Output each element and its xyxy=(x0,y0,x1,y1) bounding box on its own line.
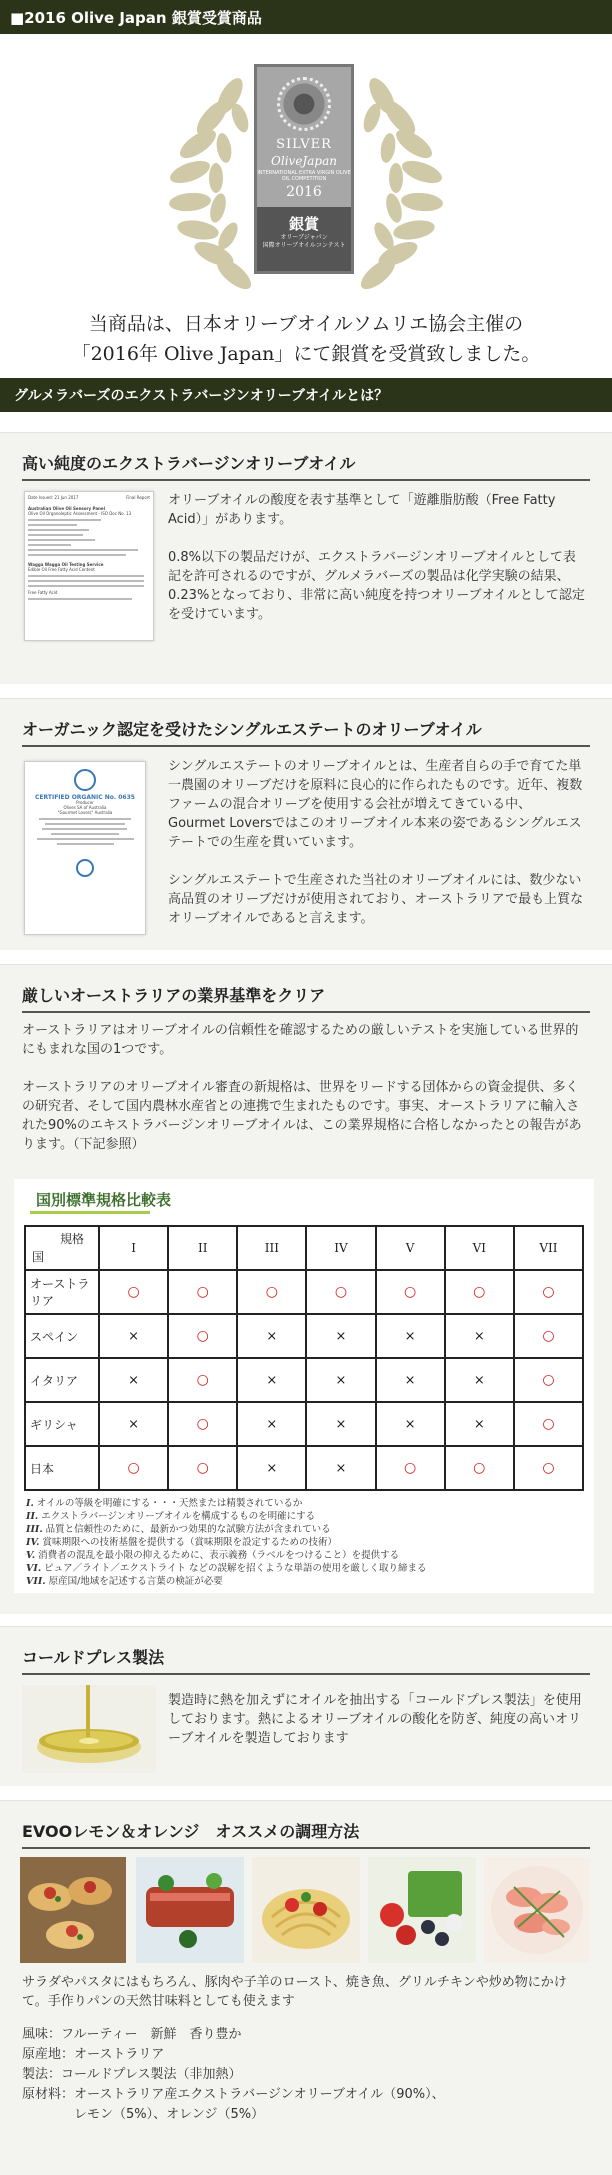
table-cell xyxy=(514,1270,583,1314)
note-item xyxy=(26,1510,427,1523)
badge-sub2: 国際オリーブオイルコンテスト xyxy=(262,242,346,249)
silver-medal-badge xyxy=(254,64,354,274)
pass-mark: ○ xyxy=(473,1284,486,1300)
note-text: 賞味期限への技術基盤を提供する（賞味期限を設定するための技術） xyxy=(42,1537,338,1548)
corner-country-label: 国 xyxy=(32,1250,45,1264)
table-cell xyxy=(237,1270,306,1314)
column-header-2: II xyxy=(168,1226,237,1270)
coldpress-section xyxy=(0,1626,612,1786)
column-header-7: VII xyxy=(514,1226,583,1270)
award-header-bar xyxy=(0,0,612,34)
recipe-title: EVOOレモン＆オレンジ オススメの調理方法 xyxy=(22,1822,360,1841)
food-photo-carpaccio xyxy=(484,1857,590,1963)
fail-mark: × xyxy=(128,1416,140,1432)
note-number: IV. xyxy=(26,1537,40,1548)
pass-mark: ○ xyxy=(196,1284,209,1300)
fail-mark: × xyxy=(404,1416,416,1432)
note-text: ピュア／ライト／エクストライト などの誤解を招くような単語の使用を厳しく取り締まる xyxy=(44,1563,427,1574)
table-cell xyxy=(168,1446,237,1490)
organic-certificate-image xyxy=(24,761,146,935)
spec-line: レモン（5%）、オレンジ（5%） xyxy=(22,2107,265,2122)
fail-mark: × xyxy=(128,1372,140,1388)
standards-notes xyxy=(26,1497,427,1588)
table-cell xyxy=(168,1402,237,1446)
spec-line: 風味：フルーティー 新鮮 香り豊か xyxy=(22,2027,242,2042)
note-text: 消費者の混乱を最小限の抑えるために、表示義務（ラベルをつけること）を提供する xyxy=(38,1550,400,1561)
note-text: 原産国/地域を記述する言葉の検証が必要 xyxy=(48,1576,223,1587)
pass-mark: ○ xyxy=(404,1460,417,1476)
intro-bar-text: グルメラバーズのエクストラバージンオリーブオイルとは？ xyxy=(14,388,389,404)
cert-name: "Gourmet Lovers" Australia xyxy=(57,810,113,815)
badge-sub1: オリーブジャパン xyxy=(280,234,328,241)
recipe-section xyxy=(0,1800,612,2175)
coldpress-title: コールドプレス製法 xyxy=(22,1648,165,1667)
column-header-3: III xyxy=(237,1226,306,1270)
olive-tree-icon xyxy=(277,77,331,131)
doc-lab-sub: Edible Oil Free Fatty Acid Content xyxy=(28,567,95,572)
purity-p2: 0.8%以下の製品だけが、エクストラバージンオリーブオイルとして表記を許可されるのですが、グルメラバーズの製品は化学実験の結果、0.23%となっており、非常に高い純度を持つオリーブオイルとして認定を受けています。 xyxy=(168,550,585,622)
row-country: オーストラリア xyxy=(25,1270,99,1314)
coldpress-p1: 製造時に熱を加えずにオイルを抽出する「コールドプレス製法」を使用しております。熱によるオリーブオイルの酸化を防ぎ、純度の高いオリーブオイルを製造しております xyxy=(168,1693,582,1746)
note-number: II. xyxy=(26,1511,39,1522)
badge-year: 2016 xyxy=(286,184,322,200)
pass-mark: ○ xyxy=(196,1416,209,1432)
purity-title: 高い純度のエクストラバージンオリーブオイル xyxy=(22,454,356,473)
fail-mark: × xyxy=(473,1328,485,1344)
organic-text xyxy=(168,757,588,928)
doc-lab: Wagga Wagga Oil Testing Service xyxy=(28,562,104,567)
fail-mark: × xyxy=(266,1460,278,1476)
spec-line: 原材料：オーストラリア産エクストラバージンオリーブオイル（90%）、 xyxy=(22,2087,445,2102)
fail-mark: × xyxy=(128,1328,140,1344)
pass-mark: ○ xyxy=(196,1372,209,1388)
table-row xyxy=(25,1402,583,1446)
badge-gin: 銀賞 xyxy=(288,215,319,233)
table-row xyxy=(25,1446,583,1490)
food-photo-pasta xyxy=(252,1857,360,1963)
organic-p1: シングルエステートのオリーブオイルとは、生産者自らの手で育てた単一農園のオリーブだけを原料に良心的に作られたものです。近年、複数ファームの混合オリーブを使用する会社が増えてきている中、Gourmet Loversではこのオリーブオイル本来の姿であるシングルエステートでの生産を貫いています。 xyxy=(168,759,583,850)
table-corner xyxy=(25,1226,99,1270)
doc-date: Date Issued: 21 Jun 2017 xyxy=(28,495,79,500)
note-item xyxy=(26,1497,427,1510)
table-cell xyxy=(306,1446,375,1490)
award-header-text: ■2016 Olive Japan 銀賞受賞商品 xyxy=(10,9,262,27)
standard-p1: オーストラリアはオリーブオイルの信頼性を確認するための厳しいテストを実施している世界的にもまれな国の1つです。 xyxy=(22,1023,579,1057)
fail-mark: × xyxy=(266,1328,278,1344)
note-number: VII. xyxy=(26,1576,46,1587)
pass-mark: ○ xyxy=(542,1372,555,1388)
pass-mark: ○ xyxy=(542,1460,555,1476)
purity-section xyxy=(0,432,612,684)
table-cell xyxy=(376,1446,445,1490)
column-header-5: V xyxy=(376,1226,445,1270)
table-cell xyxy=(168,1358,237,1402)
note-text: オイルの等級を明確にする・・・天然または精製されているか xyxy=(36,1498,303,1509)
note-number: V. xyxy=(26,1550,36,1561)
row-country: イタリア xyxy=(25,1358,99,1402)
note-text: 品質と信頼性のために、最新かつ効果的な試験方法が含まれている xyxy=(45,1524,331,1535)
table-cell xyxy=(376,1270,445,1314)
table-cell xyxy=(237,1446,306,1490)
table-row xyxy=(25,1314,583,1358)
table-cell xyxy=(99,1358,168,1402)
organic-section xyxy=(0,698,612,950)
badge-small-text: INTERNATIONAL EXTRA VIRGIN OLIVE OIL COMPETITION xyxy=(257,170,351,182)
column-header-1: I xyxy=(99,1226,168,1270)
recipe-text xyxy=(22,1973,590,2011)
spec-line: 製法：コールドプレス製法（非加熱） xyxy=(22,2067,242,2082)
intro-bar xyxy=(0,378,612,412)
standard-rule xyxy=(22,1011,590,1013)
fail-mark: × xyxy=(404,1328,416,1344)
row-country: スペイン xyxy=(25,1314,99,1358)
table-cell xyxy=(376,1358,445,1402)
cert-farm: Olives SA of Australia xyxy=(63,805,107,810)
organic-title: オーガニック認定を受けたシングルエステートのオリーブオイル xyxy=(22,720,482,739)
recipe-p1: サラダやパスタにはもちろん、豚肉や子羊のロースト、焼き魚、グリルチキンや炒め物にかけて。手作りパンの天然甘味料としても使えます xyxy=(22,1975,567,2009)
ffa-report-image xyxy=(24,491,154,641)
pass-mark: ○ xyxy=(542,1328,555,1344)
standards-table xyxy=(24,1225,584,1491)
certificate-seal-icon xyxy=(74,769,96,791)
doc-sub: Olive Oil Organoleptic Assessment - ISO Doc No. 13 xyxy=(28,511,132,516)
note-item xyxy=(26,1523,427,1536)
standard-title: 厳しいオーストラリアの業界基準をクリア xyxy=(22,986,326,1005)
coldpress-rule xyxy=(22,1673,590,1675)
table-row xyxy=(25,1270,583,1314)
table-cell xyxy=(99,1446,168,1490)
pass-mark: ○ xyxy=(404,1284,417,1300)
table-cell xyxy=(445,1402,514,1446)
table-cell xyxy=(306,1314,375,1358)
table-cell xyxy=(445,1358,514,1402)
fail-mark: × xyxy=(266,1416,278,1432)
purity-p1: オリーブオイルの酸度を表す基準として「遊離脂肪酸（Free Fatty Acid）」があります。 xyxy=(168,493,556,527)
table-cell xyxy=(99,1402,168,1446)
award-line-2: 「2016年 Olive Japan」にて銀賞を受賞致しました。 xyxy=(71,343,541,365)
table-cell xyxy=(514,1314,583,1358)
note-text: エクストラバージンオリーブオイルを構成するものを明確にする xyxy=(41,1511,316,1522)
standard-section xyxy=(0,964,612,1614)
food-photo-salad xyxy=(368,1857,476,1963)
organic-rule xyxy=(22,745,590,747)
pass-mark: ○ xyxy=(127,1284,140,1300)
pass-mark: ○ xyxy=(196,1460,209,1476)
note-number: VI. xyxy=(26,1563,42,1574)
cert-sub: Producer xyxy=(76,800,94,805)
pass-mark: ○ xyxy=(473,1460,486,1476)
pass-mark: ○ xyxy=(334,1284,348,1300)
table-cell xyxy=(306,1358,375,1402)
table-cell xyxy=(237,1358,306,1402)
table-cell xyxy=(514,1358,583,1402)
note-item xyxy=(26,1575,427,1588)
award-badge-group xyxy=(160,56,452,306)
doc-report: Final Report xyxy=(126,495,150,500)
table-row xyxy=(25,1358,583,1402)
note-number: III. xyxy=(26,1524,43,1535)
doc-row: Free Fatty Acid xyxy=(28,590,58,595)
food-photo-bruschetta xyxy=(20,1857,126,1963)
table-cell xyxy=(168,1270,237,1314)
recipe-rule xyxy=(22,1847,590,1849)
table-title: 国別標準規格比較表 xyxy=(36,1191,172,1209)
fail-mark: × xyxy=(473,1416,485,1432)
table-cell xyxy=(99,1270,168,1314)
table-cell xyxy=(376,1402,445,1446)
badge-silver-label: SILVER xyxy=(276,137,332,152)
table-cell xyxy=(306,1402,375,1446)
table-cell xyxy=(99,1314,168,1358)
corner-standard-label: 規格 xyxy=(59,1232,84,1246)
recipe-spec xyxy=(22,2025,590,2125)
pass-mark: ○ xyxy=(542,1416,555,1432)
row-country: ギリシャ xyxy=(25,1402,99,1446)
fail-mark: × xyxy=(266,1372,278,1388)
pass-mark: ○ xyxy=(265,1284,278,1300)
pass-mark: ○ xyxy=(196,1328,209,1344)
table-cell xyxy=(168,1314,237,1358)
standard-p2: オーストラリアのオリーブオイル審査の新規格は、世界をリードする団体からの資金提供、多くの研究者、そして国内農林水産省との連携で生まれたものです。事実、オーストラリアに輸入された90%のエキストラバージンオリーブオイルは、この業界規格に合格しなかったとの報告があります。（下記参照） xyxy=(22,1080,582,1152)
award-statement xyxy=(0,309,612,369)
row-country: 日本 xyxy=(25,1446,99,1490)
cert-title: CERTIFIED ORGANIC No. 0635 xyxy=(35,794,135,801)
note-item xyxy=(26,1549,427,1562)
table-title-underline xyxy=(30,1211,150,1214)
pass-mark: ○ xyxy=(542,1284,555,1300)
column-header-4: IV xyxy=(306,1226,375,1270)
coldpress-text xyxy=(168,1691,588,1748)
note-number: I. xyxy=(26,1498,34,1509)
table-cell xyxy=(514,1402,583,1446)
fail-mark: × xyxy=(404,1372,416,1388)
column-header-6: VI xyxy=(445,1226,514,1270)
fail-mark: × xyxy=(335,1372,347,1388)
table-cell xyxy=(445,1270,514,1314)
certificate-stamp-icon xyxy=(76,859,94,877)
table-cell xyxy=(237,1402,306,1446)
spec-line: 原産地：オーストラリア xyxy=(22,2047,165,2062)
table-cell xyxy=(306,1270,375,1314)
fail-mark: × xyxy=(335,1416,347,1432)
doc-title: Australian Olive Oil Sensory Panel xyxy=(28,506,105,511)
organic-p2: シングルエステートで生産された当社のオリーブオイルには、数少ない高品質のオリーブだけが使用されており、オーストラリアで最も上質なオリーブオイルであると言えます。 xyxy=(168,873,584,926)
pass-mark: ○ xyxy=(127,1460,140,1476)
table-cell xyxy=(445,1446,514,1490)
purity-rule xyxy=(22,479,590,481)
table-cell xyxy=(514,1446,583,1490)
table-cell xyxy=(445,1314,514,1358)
note-item xyxy=(26,1536,427,1549)
award-line-1: 当商品は、日本オリーブオイルソムリエ協会主催の xyxy=(88,313,524,335)
badge-brand: OliveJapan xyxy=(271,154,337,168)
award-section xyxy=(0,34,612,374)
standards-table-box xyxy=(14,1179,594,1593)
purity-text xyxy=(168,491,588,624)
food-photo-seared-fish xyxy=(136,1857,244,1963)
table-cell xyxy=(237,1314,306,1358)
note-item xyxy=(26,1562,427,1575)
standard-text xyxy=(22,1021,590,1154)
table-cell xyxy=(376,1314,445,1358)
fail-mark: × xyxy=(473,1372,485,1388)
olive-oil-bowl-image xyxy=(22,1685,156,1773)
fail-mark: × xyxy=(335,1328,347,1344)
fail-mark: × xyxy=(335,1460,347,1476)
